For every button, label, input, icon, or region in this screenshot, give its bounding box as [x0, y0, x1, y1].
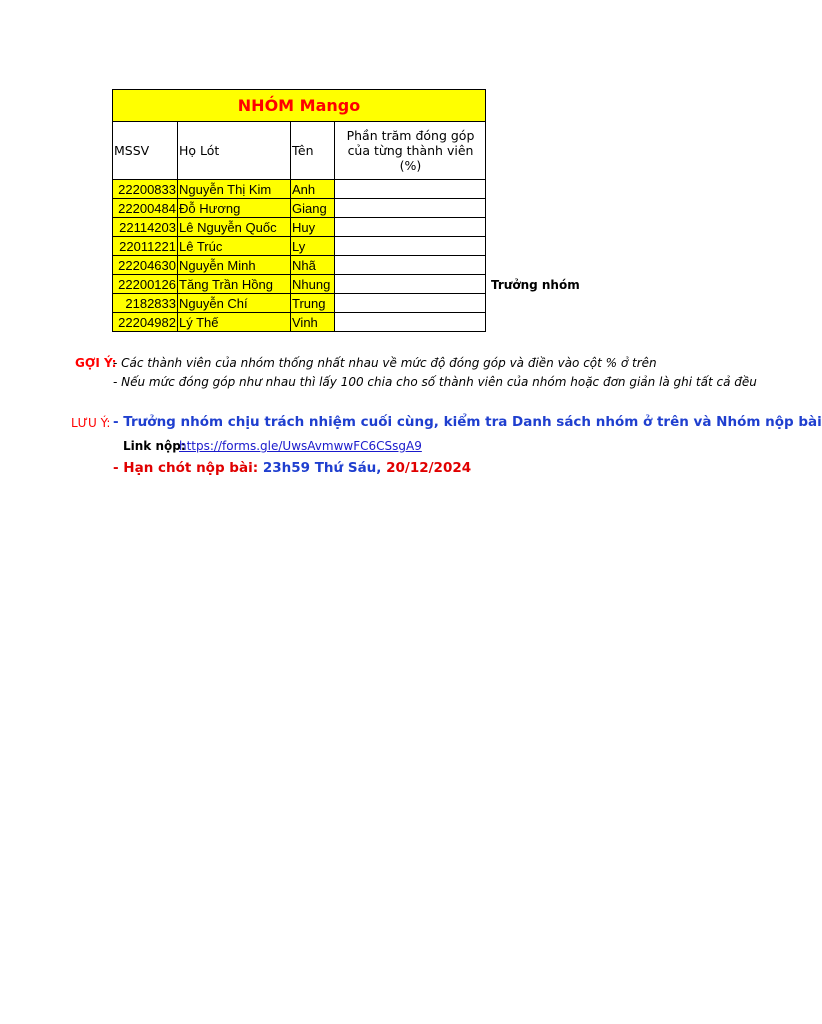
deadline-line[interactable] — [113, 460, 471, 476]
hint-line-1[interactable]: - Các thành viên của nhóm thống nhất nhau về mức độ đóng góp và điền vào cột % ở trên — [113, 356, 657, 370]
table-row — [113, 199, 486, 218]
submit-link[interactable]: https://forms.gle/UwsAvmwwFC6CSsgA9 — [179, 439, 422, 453]
group-leader-note[interactable]: Trưởng nhóm — [491, 278, 580, 292]
group-member-table — [112, 89, 486, 332]
table-row — [113, 218, 486, 237]
cell-mssv[interactable]: 22011221 — [113, 237, 178, 256]
note-label: LƯU Ý: — [71, 416, 111, 430]
cell-percent[interactable] — [335, 256, 486, 275]
note-line-1[interactable]: - Trưởng nhóm chịu trách nhiệm cuối cùng, kiểm tra Danh sách nhóm ở trên và Nhóm nộp bài — [113, 414, 822, 430]
cell-ten[interactable]: Vinh — [291, 313, 335, 332]
cell-ho-lot[interactable]: Đỗ Hương — [178, 199, 291, 218]
cell-ten[interactable]: Nhung — [291, 275, 335, 294]
table-row — [113, 237, 486, 256]
cell-percent[interactable] — [335, 218, 486, 237]
cell-mssv[interactable]: 22204982 — [113, 313, 178, 332]
cell-percent[interactable] — [335, 313, 486, 332]
deadline-date: 20/12/2024 — [386, 460, 472, 476]
cell-ho-lot[interactable]: Nguyễn Chí — [178, 294, 291, 313]
table-row — [113, 180, 486, 199]
cell-ho-lot[interactable]: Lý Thế — [178, 313, 291, 332]
cell-mssv[interactable]: 22200833 — [113, 180, 178, 199]
cell-ho-lot[interactable]: Nguyễn Thị Kim — [178, 180, 291, 199]
cell-ten[interactable]: Huy — [291, 218, 335, 237]
cell-mssv[interactable]: 22200484 — [113, 199, 178, 218]
cell-percent[interactable] — [335, 294, 486, 313]
cell-mssv[interactable]: 22200126 — [113, 275, 178, 294]
group-title[interactable]: NHÓM Mango — [113, 90, 486, 122]
cell-ho-lot[interactable]: Nguyễn Minh — [178, 256, 291, 275]
cell-ten[interactable]: Giang — [291, 199, 335, 218]
cell-mssv[interactable]: 22204630 — [113, 256, 178, 275]
table-row — [113, 313, 486, 332]
deadline-label: - Hạn chót nộp bài: — [113, 460, 259, 476]
table-row — [113, 256, 486, 275]
cell-ten[interactable]: Trung — [291, 294, 335, 313]
cell-ten[interactable]: Ly — [291, 237, 335, 256]
cell-mssv[interactable]: 2182833 — [113, 294, 178, 313]
header-mssv[interactable]: MSSV — [113, 122, 178, 180]
table-row — [113, 294, 486, 313]
cell-ten[interactable]: Nhã — [291, 256, 335, 275]
cell-percent[interactable] — [335, 180, 486, 199]
submit-link-label: Link nộp: — [123, 439, 186, 453]
cell-mssv[interactable]: 22114203 — [113, 218, 178, 237]
cell-ho-lot[interactable]: Lê Trúc — [178, 237, 291, 256]
cell-ten[interactable]: Anh — [291, 180, 335, 199]
deadline-time: 23h59 Thứ Sáu, — [262, 460, 382, 476]
header-ho-lot[interactable]: Họ Lót — [178, 122, 291, 180]
cell-ho-lot[interactable]: Tăng Trần Hồng — [178, 275, 291, 294]
cell-percent[interactable] — [335, 275, 486, 294]
table-row — [113, 275, 486, 294]
cell-ho-lot[interactable]: Lê Nguyễn Quốc — [178, 218, 291, 237]
hint-label: GỢI Ý: — [75, 356, 117, 370]
hint-line-2[interactable]: - Nếu mức đóng góp như nhau thì lấy 100 chia cho số thành viên của nhóm hoặc đơn giản là ghi tất cả đều — [113, 375, 757, 389]
cell-percent[interactable] — [335, 237, 486, 256]
cell-percent[interactable] — [335, 199, 486, 218]
header-ten[interactable]: Tên — [291, 122, 335, 180]
header-percent[interactable]: Phần trăm đóng góp của từng thành viên (%) — [335, 122, 486, 180]
